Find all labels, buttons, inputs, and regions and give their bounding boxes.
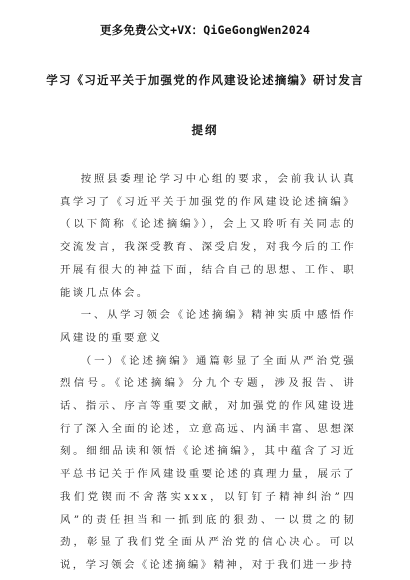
paragraph-intro: 按照县委理论学习中心组的要求，会前我认认真真学习了《习近平关于加强党的作风建设论述摘编》（以下简称《论述摘编》），会上又聆听有关同志的交流发言，我深受教育、深受启发，对我今后的工作开展有很大的神益下面，结合自己的思想、工作、职能谈几点体会。 (60, 173, 356, 299)
document-body (60, 168, 356, 577)
watermark-header: 更多免费公文+VX：QiGeGongWen2024 (99, 23, 311, 37)
section-heading: 提纲 (191, 123, 219, 137)
paragraph-heading-one: 一、从学习领会《论述摘编》精神实质中感悟作风建设的重要意义 (60, 309, 356, 344)
document-title: 学习《习近平关于加强党的作风建设论述摘编》研讨发言 (46, 73, 364, 87)
paragraph-point-one: （一）《论述摘编》通篇彰显了全面从严治党强烈信号。《论述摘编》分九个专题，涉及报告、讲话、指示、序言等重要文献，对加强党的作风建设进行了深入全面的论述，立意高远、内涵丰富、思想深刻。细细品读和领悟《论述摘编》，其中蕴含了习近平总书记关于作风建设重要论述的真理力量，展示了我们党锲而不舍落实xxx，以钉钉子精神纠治”四风”的责任担当和一抓到底的狠劲、一以贯之的韧劲，彰显了我们党全面从严治党的信心决心。可以说，学习领会《论述摘编》精神，对于我们进一步持 (60, 354, 356, 571)
